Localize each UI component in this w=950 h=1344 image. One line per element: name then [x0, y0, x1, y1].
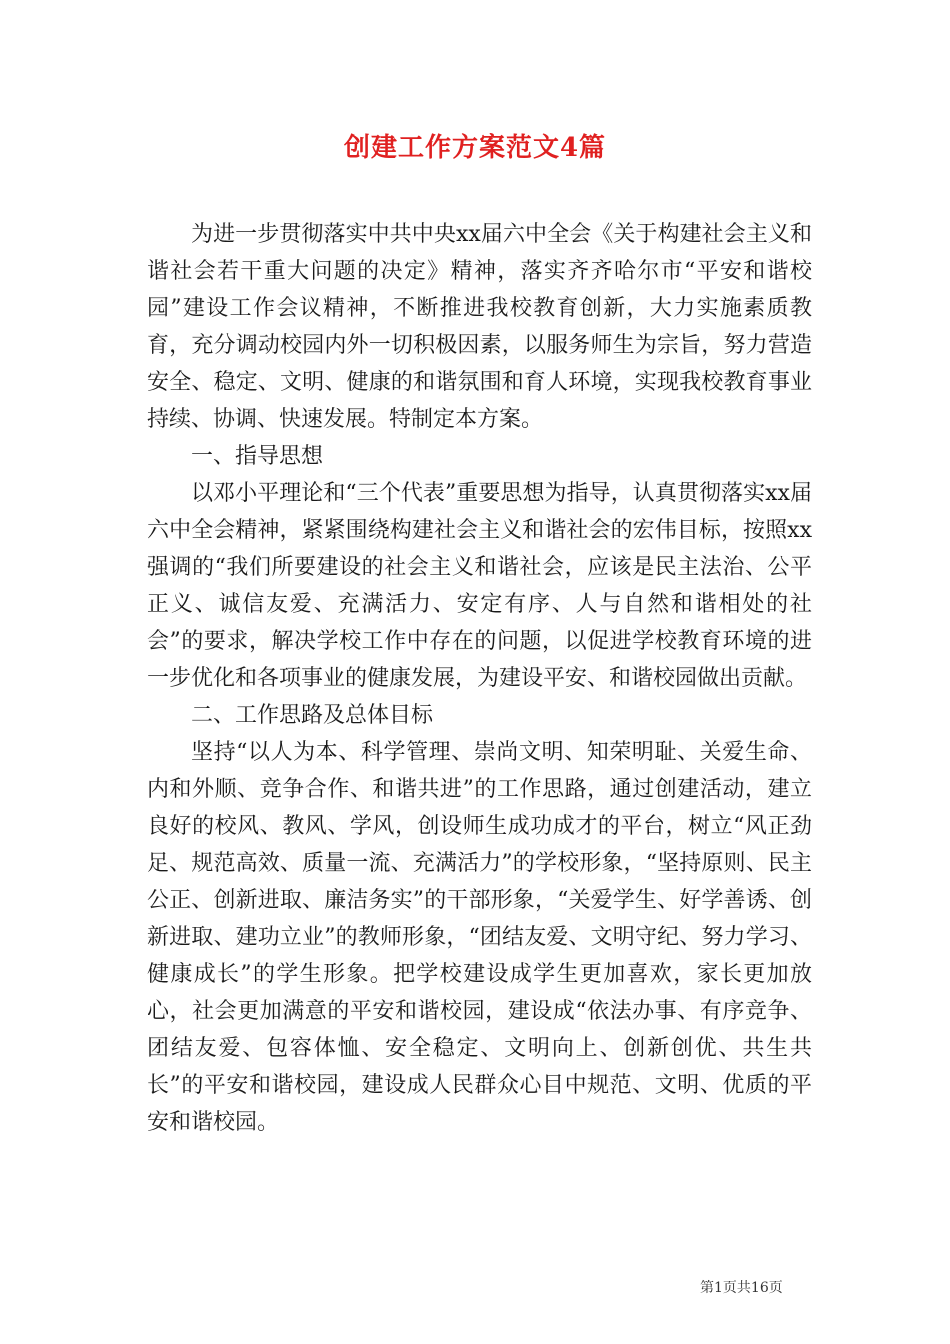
section-heading-guiding-thought: 一、指导思想 [191, 444, 324, 469]
page-number-footer: 第1页共16页 [700, 1280, 783, 1296]
document-body [147, 216, 812, 1141]
document-title: 创建工作方案范文4篇 [343, 133, 607, 163]
work-goals-paragraph: 坚持“以人为本、科学管理、崇尚文明、知荣明耻、关爱生命、内和外顺、竞争合作、和谐共进”的工作思路，通过创建活动，建立良好的校风、教风、学风，创设师生成功成才的平台，树立“风正劲足、规范高效、质量一流、充满活力”的学校形象，“坚持原则、民主公正、创新进取、廉洁务实”的干部形象，“关爱学生、好学善诱、创新进取、建功立业”的教师形象，“团结友爱、文明守纪、努力学习、健康成长”的学生形象。把学校建设成学生更加喜欢，家长更加放心，社会更加满意的平安和谐校园，建设成“依法办事、有序竞争、团结友爱、包容体恤、安全稳定、文明向上、创新创优、共生共长”的平安和谐校园，建设成人民群众心目中规范、文明、优质的平安和谐校园。 [147, 740, 812, 1135]
section-heading-work-goals: 二、工作思路及总体目标 [191, 703, 434, 728]
guiding-thought-paragraph: 以邓小平理论和“三个代表”重要思想为指导，认真贯彻落实xx届六中全会精神，紧紧围绕构建社会主义和谐社会的宏伟目标，按照xx强调的“我们所要建设的社会主义和谐社会，应该是民主法治、公平正义、诚信友爱、充满活力、安定有序、人与自然和谐相处的社会”的要求，解决学校工作中存在的问题，以促进学校教育环境的进一步优化和各项事业的健康发展，为建设平安、和谐校园做出贡献。 [147, 481, 812, 691]
intro-paragraph: 为进一步贯彻落实中共中央xx届六中全会《关于构建社会主义和谐社会若干重大问题的决定》精神，落实齐齐哈尔市“平安和谐校园”建设工作会议精神，不断推进我校教育创新，大力实施素质教育，充分调动校园内外一切积极因素，以服务师生为宗旨，努力营造安全、稳定、文明、健康的和谐氛围和育人环境，实现我校教育事业持续、协调、快速发展。特制定本方案。 [147, 222, 812, 432]
